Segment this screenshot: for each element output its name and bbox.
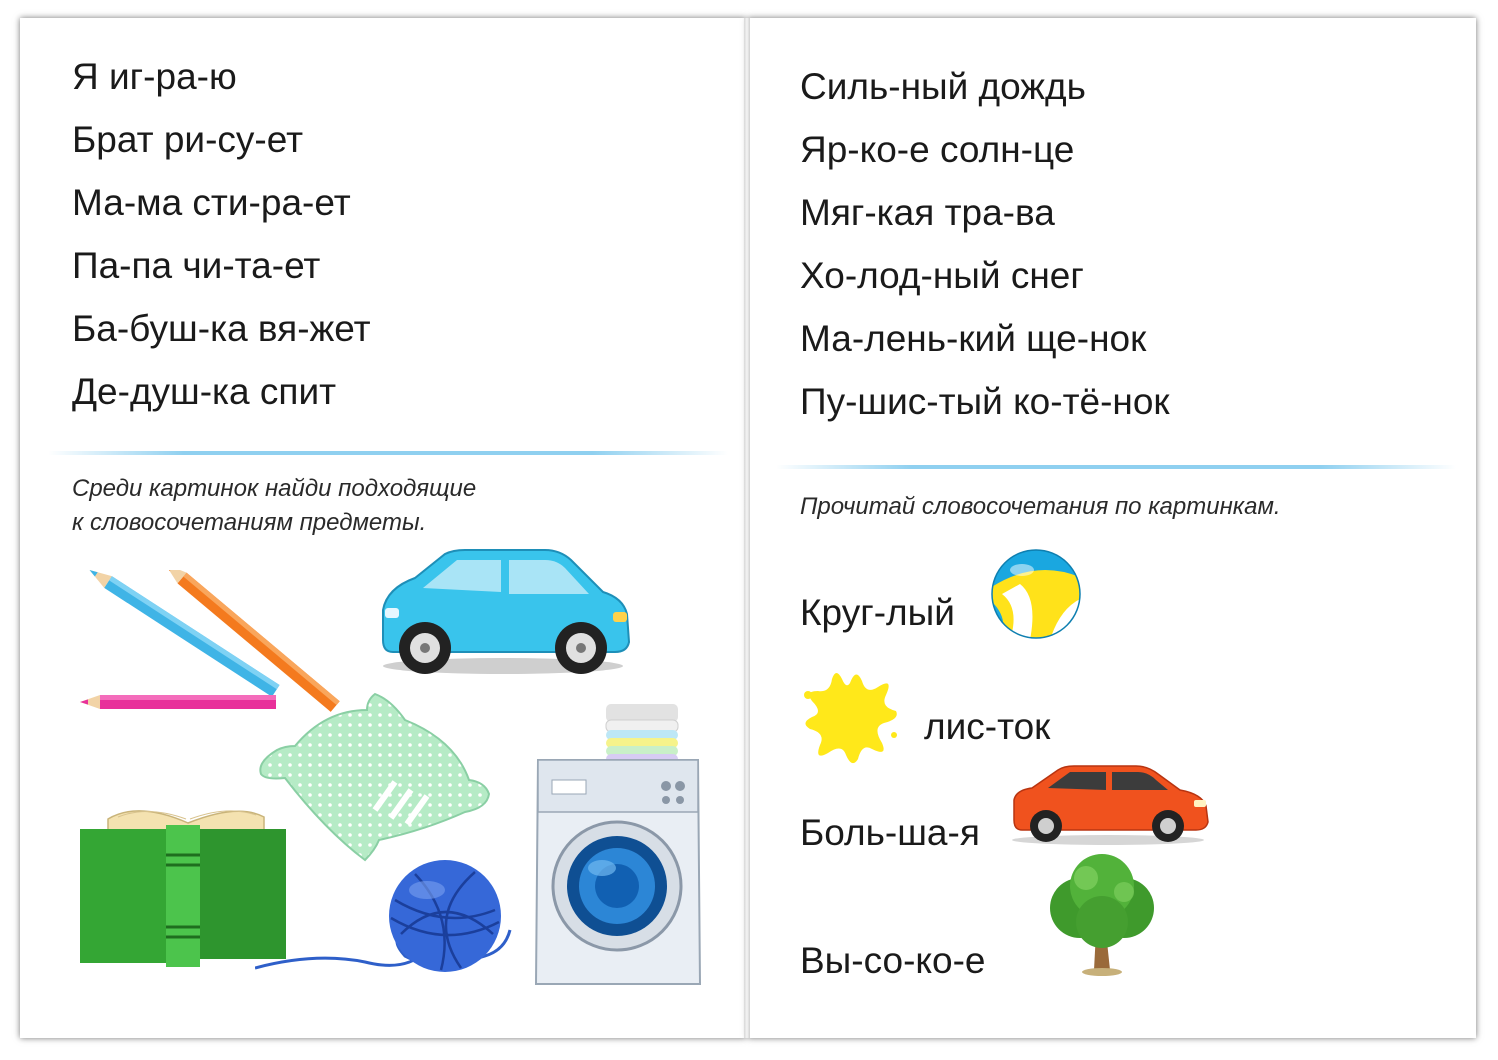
left-phrase-1: Я иг-ра-ю (72, 56, 237, 97)
left-phrase-3: Ма-ма сти-ра-ет (72, 182, 351, 223)
right-phrase-3: Мяг-кая тра-ва (800, 192, 1055, 233)
right-phrase-2: Яр-ко-е солн-це (800, 129, 1075, 170)
left-instruction-line-2: к словосочетаниям предметы. (72, 509, 427, 536)
right-phrase-5: Ма-лень-кий ще-нок (800, 318, 1147, 359)
ball-icon (990, 548, 1082, 640)
left-instruction (72, 472, 476, 540)
picture-phrase-big: Боль-ша-я (800, 812, 980, 853)
picture-phrase-tall: Вы-со-ко-е (800, 940, 986, 981)
left-phrase-5: Ба-буш-ка вя-жет (72, 308, 371, 349)
red-car-icon (1008, 762, 1213, 847)
left-phrase-2: Брат ри-су-ет (72, 119, 304, 160)
tree-icon (1040, 852, 1165, 977)
picture-phrase-round: Круг-лый (800, 592, 955, 633)
right-phrase-1: Силь-ный дождь (800, 66, 1086, 107)
left-phrase-4: Па-па чи-та-ет (72, 245, 321, 286)
car-icon (375, 548, 635, 683)
pillow-icon (255, 690, 495, 865)
yellow-splash-icon (800, 665, 900, 770)
left-phrase-6: Де-душ-ка спит (72, 371, 337, 412)
book-spine (744, 18, 750, 1038)
left-instruction-line-1: Среди картинок найди подходящие (72, 475, 477, 502)
right-divider (776, 465, 1456, 469)
picture-phrase-leaf: лис-ток (924, 706, 1051, 747)
yarn-ball-icon (255, 860, 520, 980)
washing-machine-icon (530, 700, 705, 990)
right-instruction: Прочитай словосочетания по картинкам. (800, 493, 1281, 520)
left-divider (48, 451, 728, 455)
right-phrase-6: Пу-шис-тый ко-тё-нок (800, 381, 1170, 422)
right-phrase-4: Хо-лод-ный снег (800, 255, 1084, 296)
